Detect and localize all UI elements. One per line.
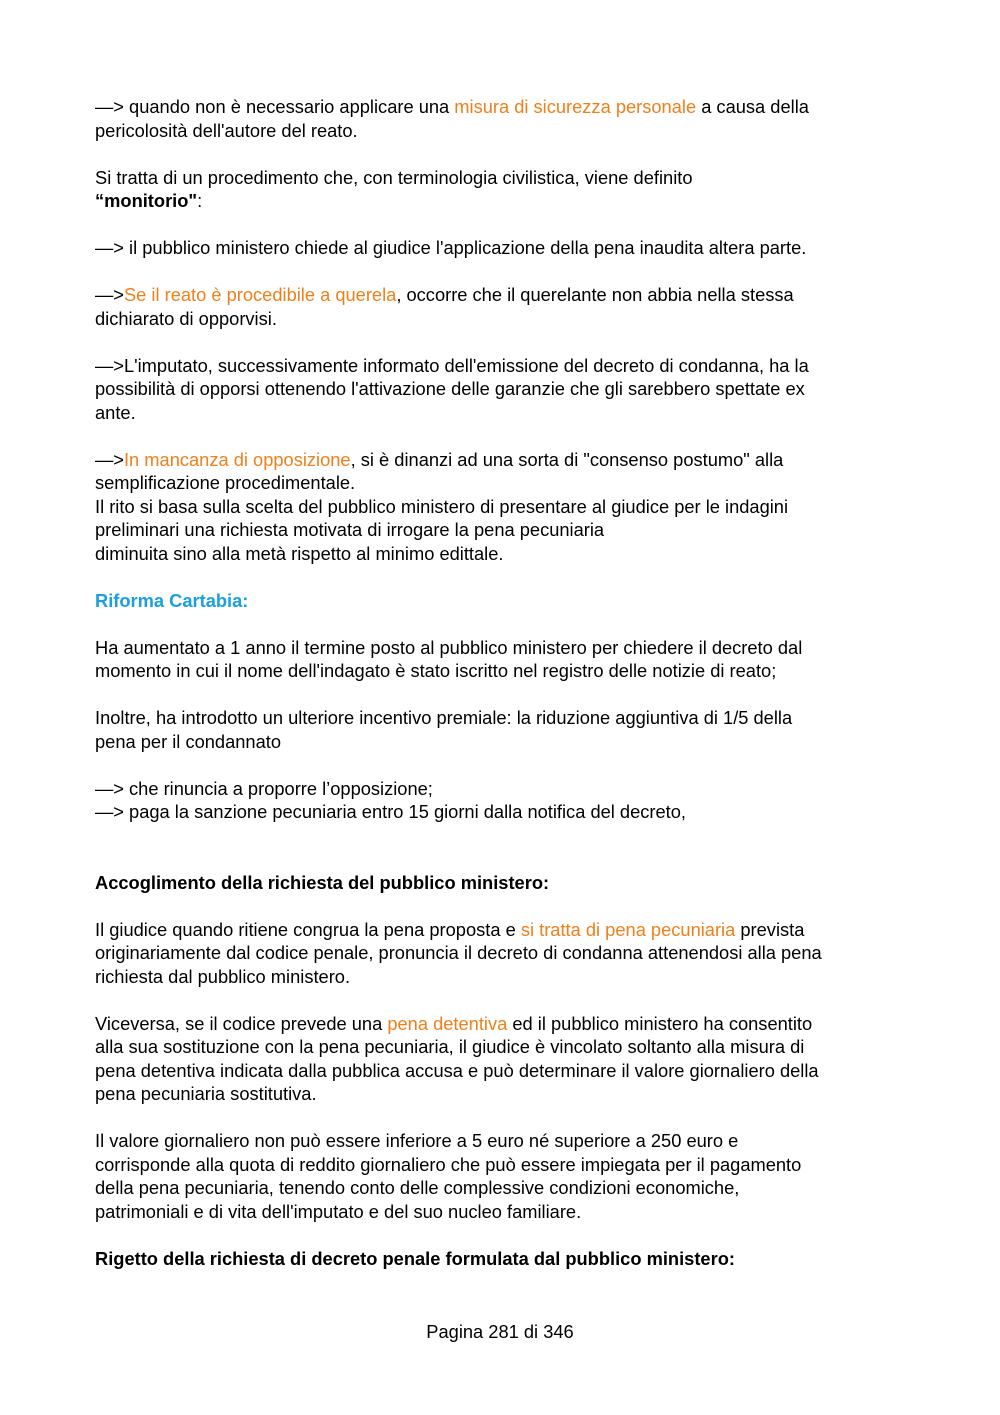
text-line	[95, 918, 905, 942]
text-line: pena per il condannato	[95, 730, 282, 752]
highlight-text: si tratta di pena pecuniaria	[520, 918, 736, 940]
text-line	[95, 189, 905, 213]
paragraph-condizioni	[95, 777, 905, 824]
highlight-text: misura di sicurezza personale	[454, 96, 697, 117]
text-line	[95, 283, 905, 307]
text-line: semplificazione procedimentale.	[95, 472, 356, 493]
text-line: pena pecuniaria sostitutiva.	[95, 1083, 317, 1104]
text-line: richiesta dal pubblico ministero.	[95, 965, 351, 987]
text-line: pena detentiva indicata dalla pubblica accusa e può determinare il valore giornaliero della	[95, 1059, 819, 1081]
text-line: corrisponde alla quota di reddito giornaliero che può essere impiegata per il pagamento	[95, 1153, 802, 1175]
section-heading-rigetto: Rigetto della richiesta di decreto penale formulata dal pubblico ministero:	[95, 1247, 735, 1269]
paragraph-imputato	[95, 354, 905, 425]
text-segment: —> quando non è necessario applicare una	[95, 96, 455, 117]
text-line	[95, 448, 905, 472]
highlight-text: Se il reato è procedibile a querela	[123, 284, 397, 305]
text-line: ante.	[95, 401, 136, 423]
paragraph-misura-sicurezza	[95, 95, 905, 142]
text-segment: , si è dinanzi ad una sorta di "consenso postumo" alla	[350, 448, 784, 470]
text-line: —> il pubblico ministero chiede al giudice l'applicazione della pena inaudita altera parte.	[95, 237, 807, 258]
text-line: preliminari una richiesta motivata di irrogare la pena pecuniaria	[95, 519, 605, 540]
text-line: Il valore giornaliero non può essere inferiore a 5 euro né superiore a 250 euro e	[95, 1130, 739, 1151]
text-segment: a causa della	[696, 96, 809, 117]
text-line: Inoltre, ha introdotto un ulteriore incentivo premiale: la riduzione aggiuntiva di 1/5 della	[95, 707, 793, 728]
paragraph-inaudita-altera-parte	[95, 236, 905, 260]
document-page	[95, 95, 905, 1294]
highlight-text: In mancanza di opposizione	[123, 448, 351, 470]
text-line: momento in cui il nome dell'indagato è stato iscritto nel registro delle notizie di reato;	[95, 660, 777, 681]
text-line: diminuita sino alla metà rispetto al minimo edittale.	[95, 542, 504, 564]
section-heading-riforma-cartabia: Riforma Cartabia:	[95, 589, 249, 611]
paragraph-valore-giornaliero	[95, 1129, 905, 1223]
text-segment: ed il pubblico ministero ha consentito	[507, 1012, 813, 1034]
text-line: dichiarato di opporvisi.	[95, 307, 277, 329]
text-line: pericolosità dell'autore del reato.	[95, 119, 358, 141]
text-line: Si tratta di un procedimento che, con terminologia civilistica, viene definito	[95, 166, 693, 188]
text-line: Ha aumentato a 1 anno il termine posto al pubblico ministero per chiedere il decreto dal	[95, 636, 803, 658]
paragraph-termine	[95, 636, 905, 683]
text-line: patrimoniali e di vita dell'imputato e del suo nucleo familiare.	[95, 1200, 582, 1222]
text-line: alla sua sostituzione con la pena pecuniaria, il giudice è vincolato soltanto alla misura di	[95, 1036, 805, 1057]
paragraph-monitorio	[95, 166, 905, 213]
paragraph-pena-detentiva	[95, 1012, 905, 1106]
text-line: —> paga la sanzione pecuniaria entro 15 giorni dalla notifica del decreto,	[95, 801, 686, 822]
spacer	[95, 847, 905, 871]
text-line: Il rito si basa sulla scelta del pubblico ministero di presentare al giudice per le indagini	[95, 495, 789, 517]
page-number-footer: Pagina 281 di 346	[426, 1321, 574, 1342]
text-line: —>L'imputato, successivamente informato dell'emissione del decreto di condanna, ha la	[95, 354, 809, 376]
highlight-text: pena detentiva	[387, 1012, 508, 1034]
text-line: della pena pecuniaria, tenendo conto delle complessive condizioni economiche,	[95, 1177, 740, 1198]
text-line: possibilità di opporsi ottenendo l'attivazione delle garanzie che gli sarebbero spettate ex	[95, 378, 805, 399]
paragraph-mancanza-opposizione	[95, 448, 905, 566]
text-line	[95, 1012, 905, 1036]
text-segment: Il giudice quando ritiene congrua la pena proposta e	[95, 918, 521, 940]
text-segment: —>	[95, 448, 124, 470]
text-segment: :	[197, 190, 203, 211]
section-heading-accoglimento: Accoglimento della richiesta del pubblico ministero:	[95, 871, 550, 893]
text-segment: prevista	[735, 918, 805, 940]
text-line: —> che rinuncia a proporre l’opposizione;	[95, 777, 433, 799]
text-segment: , occorre che il querelante non abbia nella stessa	[396, 284, 794, 305]
text-segment: —>	[95, 284, 124, 305]
bold-term: “monitorio"	[95, 190, 198, 211]
paragraph-querela	[95, 283, 905, 330]
paragraph-incentivo	[95, 706, 905, 753]
text-line: originariamente dal codice penale, pronuncia il decreto di condanna attenendosi alla pena	[95, 942, 822, 963]
text-line	[95, 95, 905, 119]
text-segment: Viceversa, se il codice prevede una	[95, 1012, 388, 1034]
paragraph-pena-pecuniaria	[95, 918, 905, 989]
